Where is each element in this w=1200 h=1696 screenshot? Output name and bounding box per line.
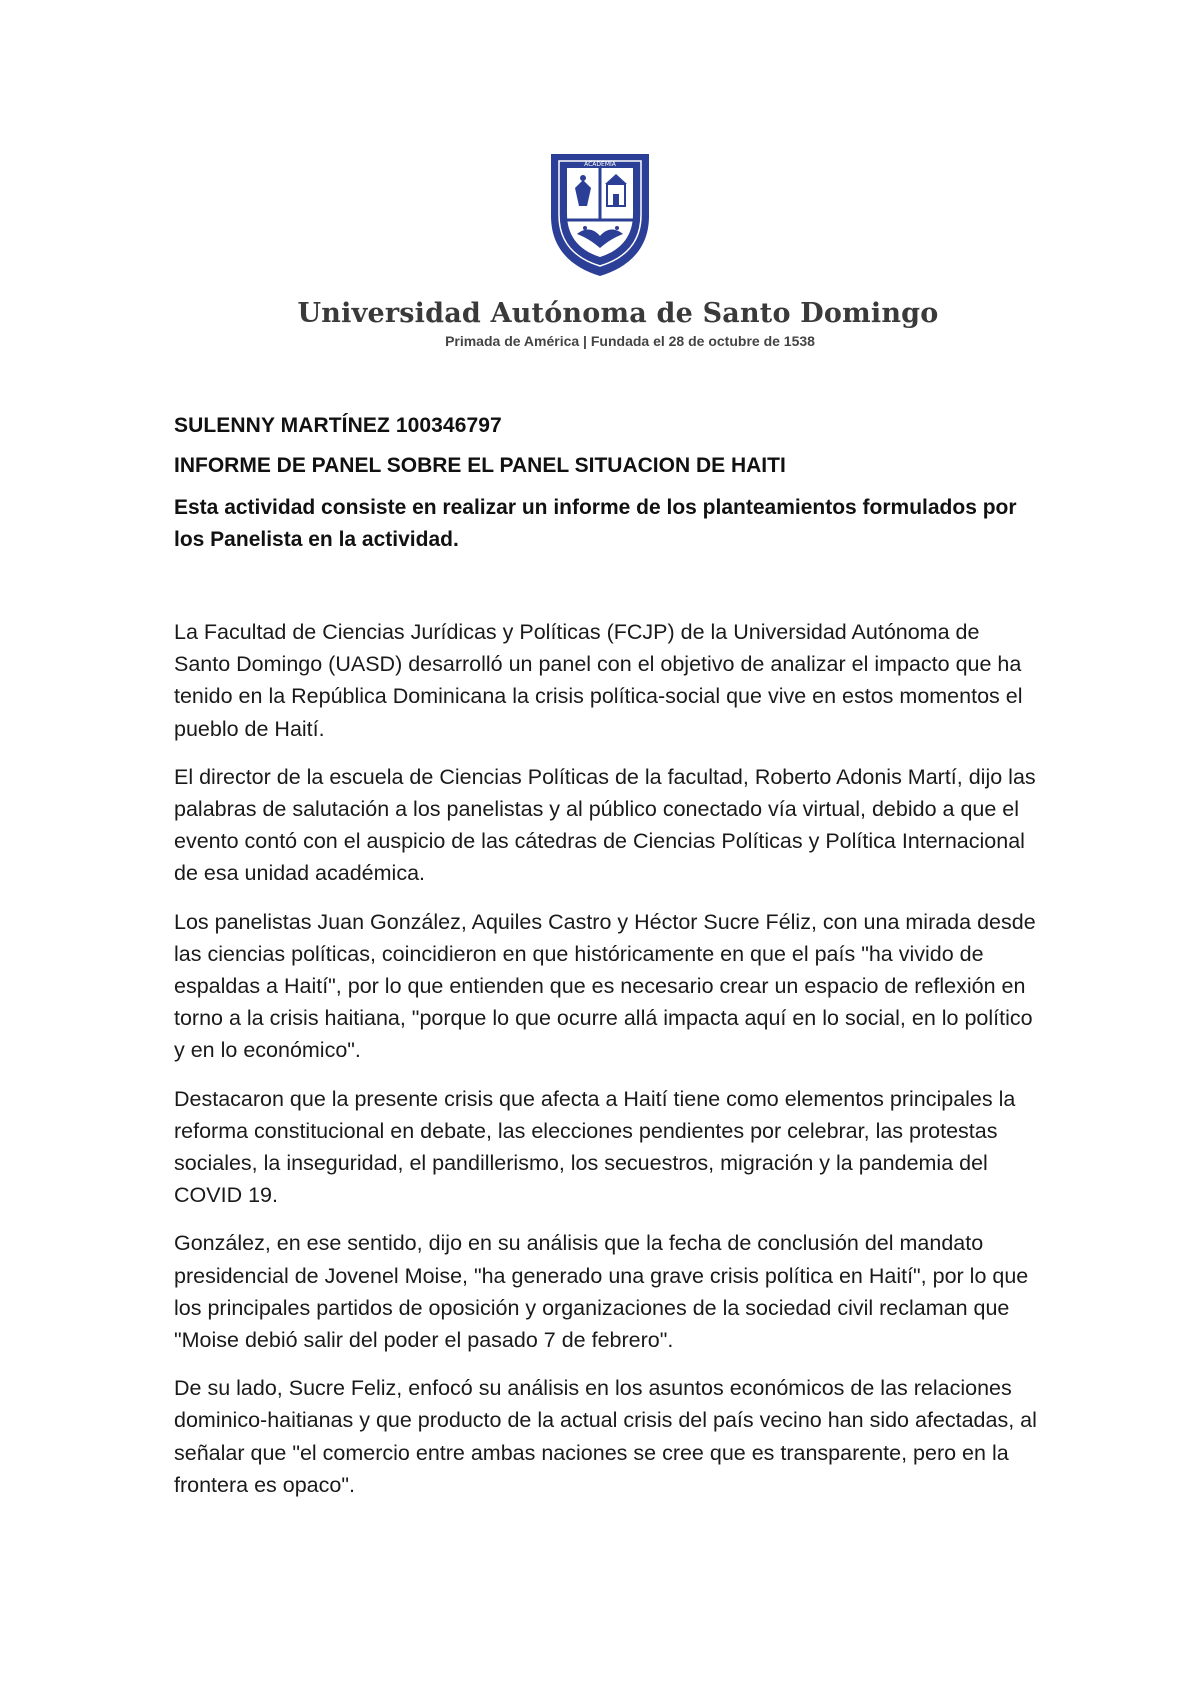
university-tagline: Primada de América | Fundada el 28 de octubre de 1538 [445, 333, 815, 349]
paragraph-intro: La Facultad de Ciencias Jurídicas y Políticas (FCJP) de la Universidad Autónoma de Santo Domingo (UASD) desarrolló un panel con el objetivo de analizar el impacto que ha tenido en la República Dominicana la crisis política-social que vive en estos momentos el pueblo de Haití. [174, 620, 1023, 741]
report-title: INFORME DE PANEL SOBRE EL PANEL SITUACION DE HAITI [174, 454, 786, 477]
letterhead [0, 150, 1200, 349]
svg-text:ACADEMIA: ACADEMIA [584, 161, 616, 168]
paragraph-sucre-feliz: De su lado, Sucre Feliz, enfocó su análisis en los asuntos económicos de las relaciones dominico-haitianas y que producto de la actual crisis del país vecino han sido afectadas, al señalar que "el comercio entre ambas naciones se cree que es transparente, pero en la frontera es opaco". [174, 1376, 1037, 1497]
student-name-id: SULENNY MARTÍNEZ 100346797 [174, 414, 502, 437]
paragraph-director: El director de la escuela de Ciencias Políticas de la facultad, Roberto Adonis Martí, dijo las palabras de salutación a los panelistas y al público conectado vía virtual, debido a que el evento contó con el auspicio de las cátedras de Ciencias Políticas y Política Internacional de esa unidad académica. [174, 764, 1036, 886]
activity-instructions: Esta actividad consiste en realizar un informe de los planteamientos formulados por los Panelista en la actividad. [174, 496, 1017, 551]
university-seal-icon [547, 150, 653, 278]
university-name: Universidad Autónoma de Santo Domingo [297, 298, 939, 329]
paragraph-crisis-elements: Destacaron que la presente crisis que afecta a Haití tiene como elementos principales la reforma constitucional en debate, las elecciones pendientes por celebrar, las protestas sociales, la inseguridad, el pandillerismo, los secuestros, migración y la pandemia del COVID 19. [174, 1086, 1016, 1208]
paragraph-gonzalez: González, en ese sentido, dijo en su análisis que la fecha de conclusión del mandato presidencial de Jovenel Moise, "ha generado una grave crisis política en Haití", por lo que los principales partidos de oposición y organizaciones de la sociedad civil reclaman que "Moise debió salir del poder el pasado 7 de febrero". [174, 1231, 1029, 1353]
paragraph-panelists: Los panelistas Juan González, Aquiles Castro y Héctor Sucre Féliz, con una mirada desde las ciencias políticas, coincidieron en que históricamente en que el país "ha vivido de espaldas a Haití", por lo que entienden que es necesario crear un espacio de reflexión en torno a la crisis haitiana, "porque lo que ocurre allá impacta aquí en lo social, en lo político y en lo económico". [174, 909, 1036, 1063]
document-body [174, 414, 1040, 1517]
